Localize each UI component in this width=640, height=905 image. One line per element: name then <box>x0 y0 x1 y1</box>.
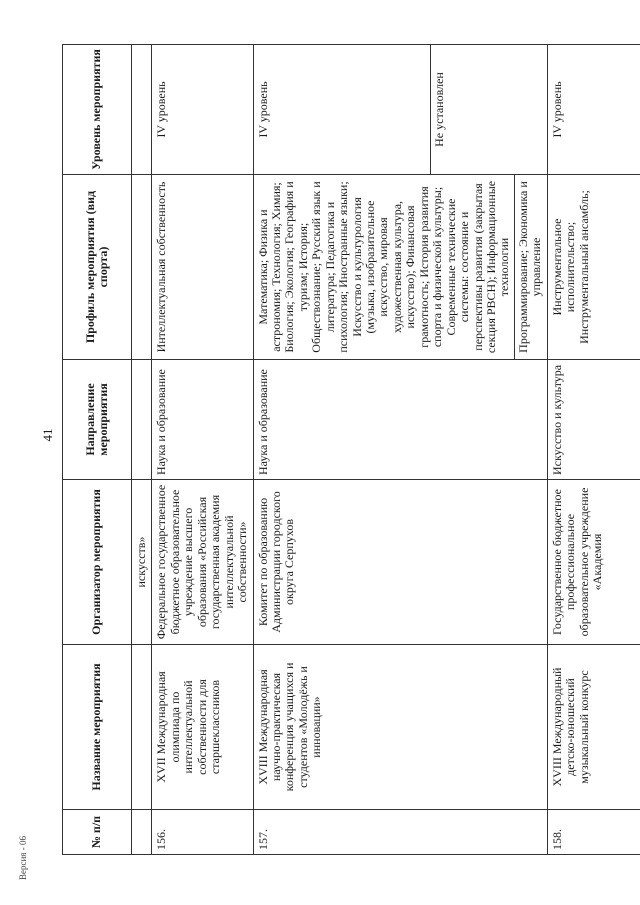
cell <box>132 360 152 480</box>
event-name: XVII Международная олимпиада по интеллектуальной собственности для старшеклассников <box>152 645 253 810</box>
row-number: 158. <box>547 810 640 855</box>
cell <box>132 645 152 810</box>
table-row-continuation <box>132 45 152 855</box>
cell <box>132 810 152 855</box>
event-level-extra: Не установлен <box>430 45 446 174</box>
page-number: 41 <box>40 428 55 442</box>
event-organizer: Государственное бюджетное профессиональное образовательное учреждение «Академия <box>547 480 640 645</box>
events-table <box>62 44 640 855</box>
event-organizer: Комитет по образованию Администрации городского округа Серпухов <box>253 480 547 645</box>
event-direction: Искусство и культура <box>547 360 640 480</box>
header-profile: Профиль мероприятия (вид спорта) <box>63 175 132 360</box>
event-level: IV уровень <box>255 81 270 138</box>
table-header-row <box>63 45 132 855</box>
event-profile-extra: Программирование; Экономика и управление <box>514 175 544 359</box>
event-name: XVIII Международная научно-практическая конференция учащихся и студентов «Молодёжь и инновации» <box>253 645 547 810</box>
version-footer: Версия - 06 <box>18 836 28 880</box>
cell <box>132 45 152 175</box>
table-row <box>253 45 547 855</box>
header-direction: Направление мероприятия <box>63 360 132 480</box>
header-num: № п/п <box>63 810 132 855</box>
event-level: IV уровень <box>547 45 640 175</box>
event-direction: Наука и образование <box>253 360 547 480</box>
row-number: 156. <box>152 810 253 855</box>
row-number: 157. <box>253 810 547 855</box>
header-organizer: Организатор мероприятия <box>63 480 132 645</box>
header-level: Уровень мероприятия <box>63 45 132 175</box>
cell-organizer-continued: искусств» <box>132 480 152 645</box>
rotated-table-sheet <box>40 35 610 865</box>
event-level: IV уровень <box>152 45 253 175</box>
header-name: Название мероприятия <box>63 645 132 810</box>
event-organizer: Федеральное государственное бюджетное образовательное учреждение высшего образования «Российская государственная академия интеллектуальной собственности» <box>152 480 253 645</box>
event-direction: Наука и образование <box>152 360 253 480</box>
table-row <box>547 45 640 855</box>
cell <box>132 175 152 360</box>
table-row <box>152 45 253 855</box>
event-profile: Инструментальное исполнительство; Инструментальный ансамбль; <box>547 175 640 360</box>
event-profile: Интеллектуальная собственность <box>152 175 253 360</box>
event-profile: Математика; Физика и астрономия; Технология; Химия; Биология; Экология; География и туризм; История; Обществознание; Русский язык и литература; Педагогика и психология; Иностранные языки; Искусство и культурология (музыка, изобразительное искусство, мировая художественная культура, искусство); Финансовая грамотность; История развития спорта и физической культуры; Современные технические системы: состояние и перспективы развития (закрытая секция РВСН); Информационные технологии <box>255 180 512 354</box>
event-profile-cell <box>253 175 547 360</box>
event-level-cell <box>253 45 547 175</box>
event-name: XVIII Международный детско-юношеский музыкальный конкурс <box>547 645 640 810</box>
